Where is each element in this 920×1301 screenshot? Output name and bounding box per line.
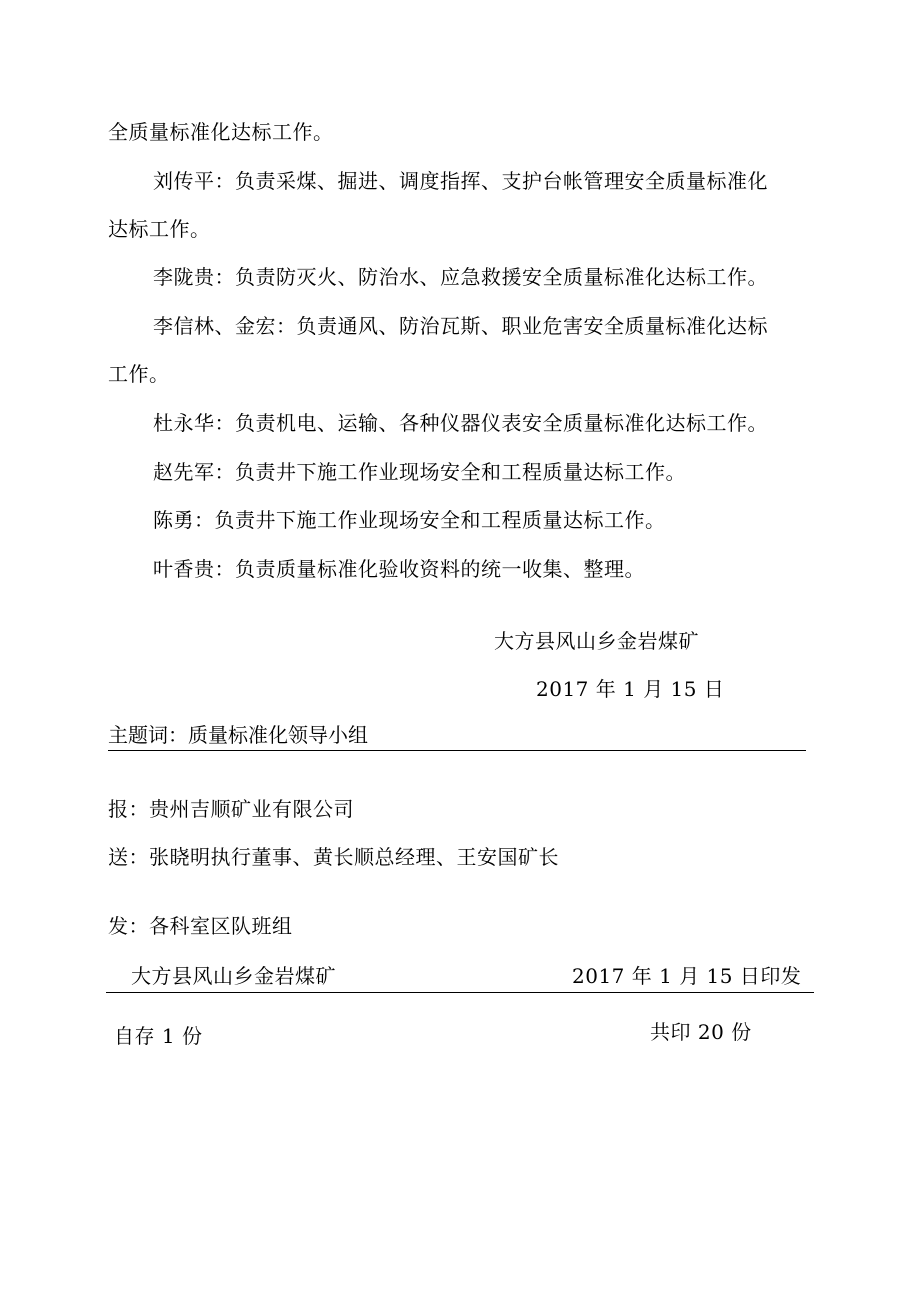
footer-divider — [106, 992, 814, 993]
duty-liu-chuanping-line1: 刘传平：负责采煤、掘进、调度指挥、支护台帐管理安全质量标准化 — [153, 169, 768, 193]
self-copies: 自存 1 份 — [114, 1024, 203, 1048]
total-copies: 共印 20 份 — [650, 1020, 752, 1044]
duty-du-yonghua: 杜永华：负责机电、运输、各种仪器仪表安全质量标准化达标工作。 — [153, 411, 768, 435]
body-paragraph-continuation: 全质量标准化达标工作。 — [108, 120, 334, 144]
report-to: 报：贵州吉顺矿业有限公司 — [108, 797, 354, 821]
duty-li-longgui: 李陇贵：负责防灭火、防治水、应急救援安全质量标准化达标工作。 — [153, 265, 768, 289]
signature-date: 2017 年 1 月 15 日 — [536, 677, 725, 701]
issuer-org: 大方县风山乡金岩煤矿 — [131, 964, 336, 988]
subject-keywords-text: 主题词：质量标准化领导小组 — [108, 723, 368, 747]
subject-keywords — [108, 722, 806, 751]
signature-org: 大方县风山乡金岩煤矿 — [494, 629, 699, 653]
send-to: 送：张晓明执行董事、黄长顺总经理、王安国矿长 — [108, 845, 559, 869]
duty-li-xinlin-line2: 工作。 — [108, 362, 170, 386]
duty-chen-yong: 陈勇：负责井下施工作业现场安全和工程质量达标工作。 — [153, 508, 666, 532]
distribute-to: 发：各科室区队班组 — [108, 914, 293, 938]
duty-zhao-xianjun: 赵先军：负责井下施工作业现场安全和工程质量达标工作。 — [153, 460, 686, 484]
duty-liu-chuanping-line2: 达标工作。 — [108, 217, 211, 241]
duty-ye-xianggui: 叶香贵：负责质量标准化验收资料的统一收集、整理。 — [153, 557, 645, 581]
issue-date: 2017 年 1 月 15 日印发 — [572, 964, 802, 988]
duty-li-xinlin-line1: 李信林、金宏：负责通风、防治瓦斯、职业危害安全质量标准化达标 — [153, 314, 768, 338]
